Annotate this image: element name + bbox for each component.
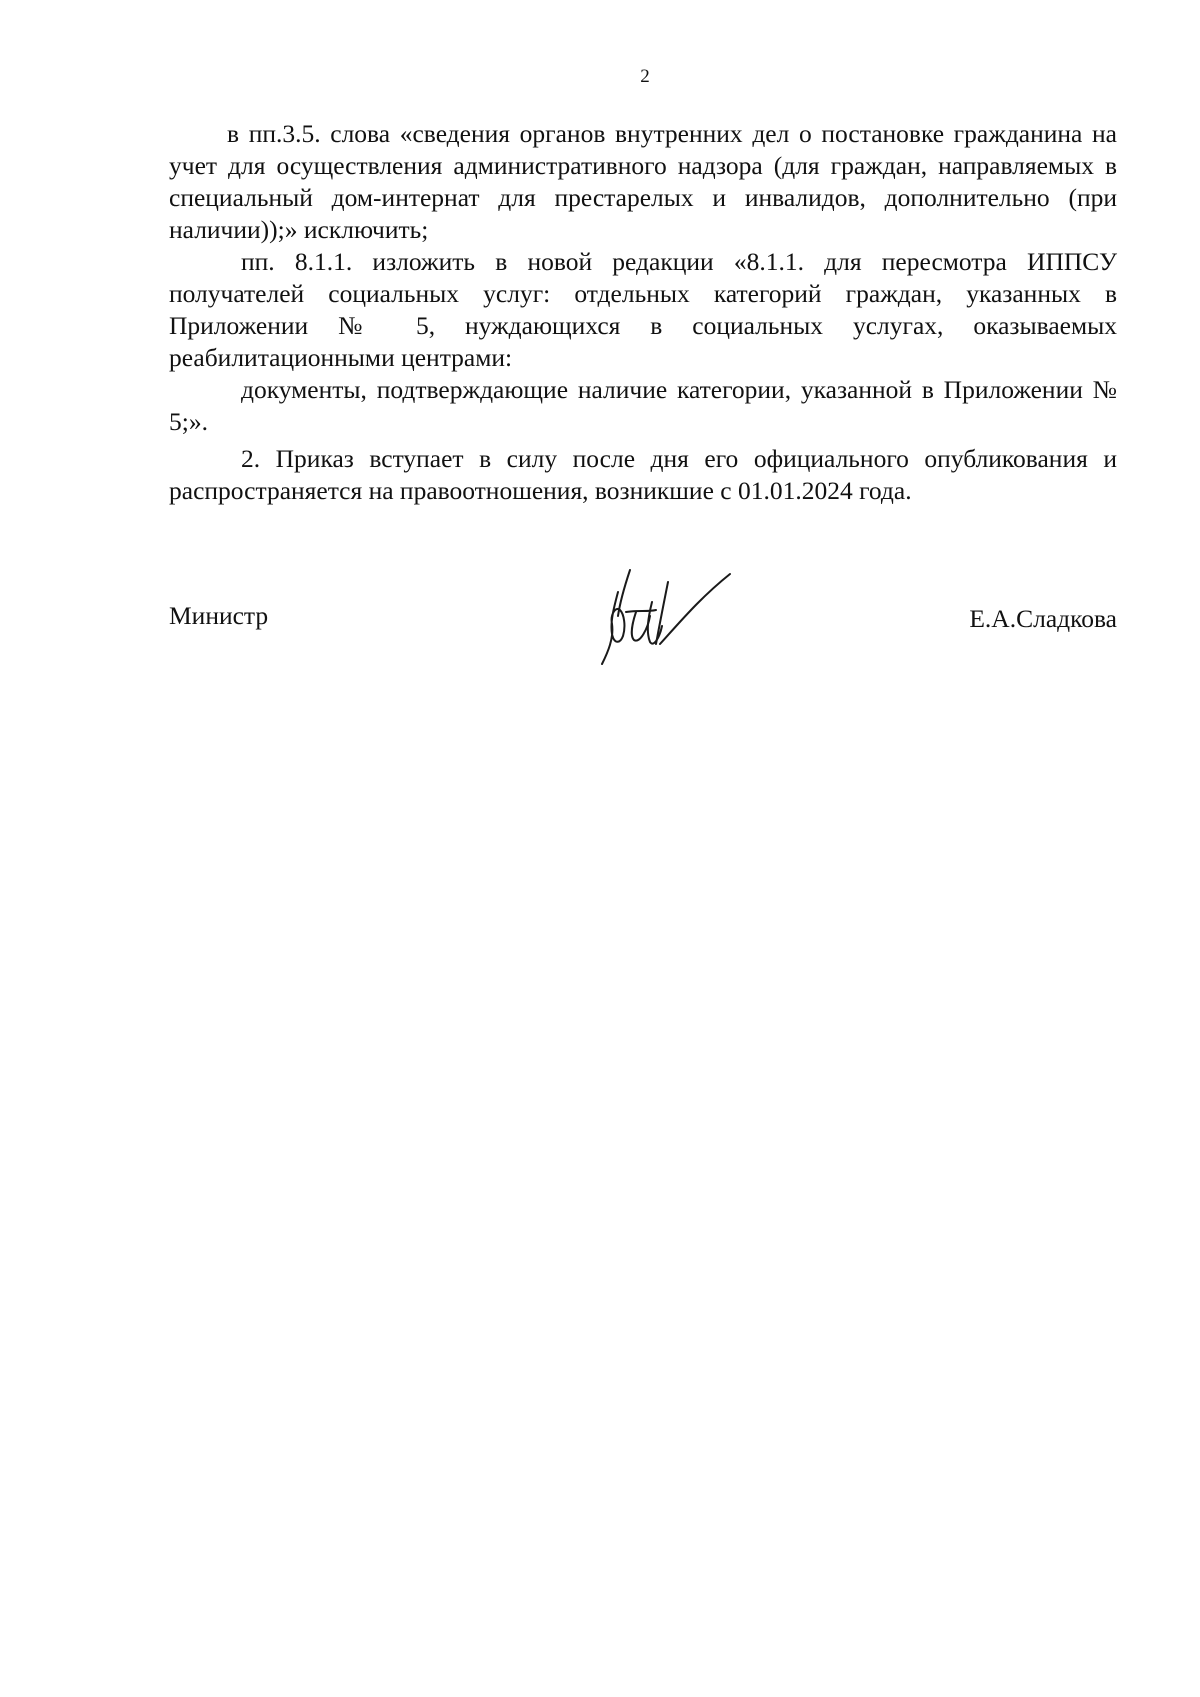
page-number: 2 [640,66,650,87]
document-body [169,118,1117,507]
signatory-name: Е.А.Сладкова [969,604,1117,633]
paragraph-effective-date: 2. Приказ вступает в силу после дня его официального опубликования и распространяется на правоотношения, возникшие с 01.01.2024 года. [169,444,1117,505]
paragraph-documents: документы, подтверждающие наличие категории, указанной в Приложении № 5;». [169,375,1117,436]
handwritten-signature [590,552,750,672]
paragraph-amendment-3-5: в пп.3.5. слова «сведения органов внутренних дел о постановке гражданина на учет для осуществления административного надзора (для граждан, направляемых в специальный дом-интернат для престарелых и инвалидов, дополнительно (при наличии));» исключить; [169,119,1117,244]
paragraph-amendment-8-1-1: пп. 8.1.1. изложить в новой редакции «8.1.1. для пересмотра ИППСУ получателей социальных услуг: отдельных категорий граждан, указанных в Приложении № 5, нуждающихся в социальных услугах, оказываемых реабилитационными центрами: [169,247,1117,372]
signatory-title: Министр [169,601,269,630]
